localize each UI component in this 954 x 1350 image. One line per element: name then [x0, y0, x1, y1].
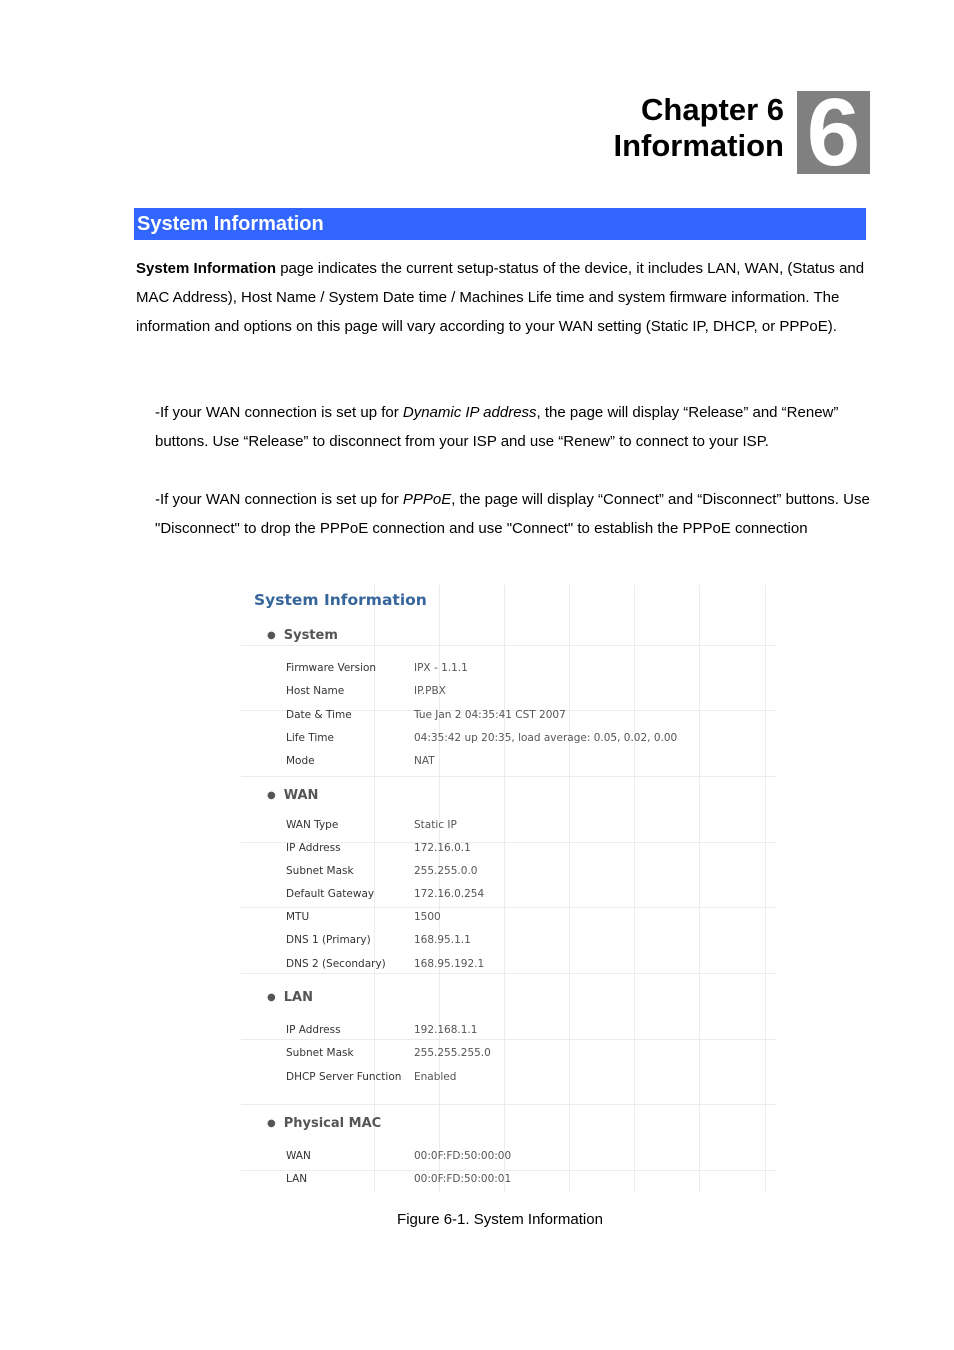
grid-line [241, 973, 776, 974]
bullet-text: -If your WAN connection is set up for [155, 404, 403, 421]
intro-bold: System Information [136, 260, 277, 277]
group-title: WAN [283, 788, 319, 803]
grid-line [241, 1039, 776, 1040]
group-title: System [283, 628, 338, 643]
grid-line [569, 585, 570, 1192]
intro-text: page indicates the current setup-status of the device, it includes LAN, WAN, (Status and MAC Address), Host Name / System Date time / Machines Life time and system firmware information. The information and options on this page will vary according to your WAN setting (Static IP, DHCP, or PPPoE). [136, 260, 865, 335]
group-physical-mac [267, 1116, 381, 1131]
grid-line [241, 1104, 776, 1105]
bullet-emphasis: PPPoE [402, 491, 452, 508]
info-row [286, 888, 485, 900]
group-system [267, 628, 338, 643]
row-label: Date & Time [286, 709, 352, 721]
grid-line [241, 645, 776, 646]
row-label: Host Name [286, 685, 345, 697]
row-label: IP Address [286, 842, 341, 854]
grid-line [634, 585, 635, 1192]
row-label: WAN Type [286, 819, 339, 831]
group-title: Physical MAC [283, 1116, 382, 1131]
figure-caption: Figure 6-1. System Information [397, 1211, 603, 1228]
bullet-text: -If your WAN connection is set up for [155, 491, 403, 508]
info-row [286, 755, 435, 767]
row-value: 168.95.192.1 [414, 958, 485, 970]
grid-line [765, 585, 766, 1192]
info-row [286, 1047, 491, 1059]
section-title: System Information [137, 213, 324, 235]
info-row [286, 865, 478, 877]
row-value: 00:0F:FD:50:00:01 [414, 1173, 512, 1185]
bullet-dot-icon: ● [267, 1118, 276, 1129]
bullet-emphasis: Dynamic IP address [402, 404, 537, 421]
bullet-dot-icon: ● [267, 992, 276, 1003]
bullet-dynamic-ip [155, 398, 875, 456]
chapter-number-badge: 6 [797, 91, 870, 174]
group-lan [267, 990, 313, 1005]
info-row [286, 1173, 512, 1185]
row-value: IPX - 1.1.1 [414, 662, 468, 674]
row-value: 04:35:42 up 20:35, load average: 0.05, 0.02, 0.00 [414, 732, 678, 744]
row-value: 168.95.1.1 [414, 934, 471, 946]
chapter-heading [614, 92, 785, 164]
chapter-label: Chapter 6 [641, 92, 784, 127]
bullet-text: , the page will display “Connect” and “Disconnect” buttons. Use "Disconnect" to drop the PPPoE connection and use "Connect" to establish the PPPoE connection [155, 491, 870, 537]
row-label: Subnet Mask [286, 865, 354, 877]
row-label: Subnet Mask [286, 1047, 354, 1059]
row-value: 1500 [414, 911, 441, 923]
row-label: MTU [286, 911, 310, 923]
row-value: IP.PBX [414, 685, 446, 697]
row-value: Static IP [414, 819, 457, 831]
grid-line [374, 585, 375, 1192]
row-label: Life Time [286, 732, 334, 744]
row-label: DNS 1 (Primary) [286, 934, 371, 946]
bullet-pppoe [155, 485, 875, 543]
system-information-screenshot [241, 585, 776, 1192]
bullet-dot-icon: ● [267, 790, 276, 801]
info-row [286, 685, 446, 697]
info-row [286, 842, 471, 854]
figure-title: System Information [254, 591, 427, 609]
intro-paragraph [136, 254, 872, 341]
row-label: WAN [286, 1150, 311, 1162]
info-row [286, 709, 566, 721]
bullet-text: , the page will display “Release” and “Renew” buttons. Use “Release” to disconnect from your ISP and use “Renew” to connect to your ISP. [155, 404, 839, 450]
grid-line [504, 585, 505, 1192]
grid-line [241, 776, 776, 777]
row-value: NAT [414, 755, 435, 767]
info-row [286, 1024, 478, 1036]
chapter-title: Information [613, 128, 784, 163]
row-value: Tue Jan 2 04:35:41 CST 2007 [414, 709, 566, 721]
row-label: Firmware Version [286, 662, 377, 674]
row-label: Default Gateway [286, 888, 375, 900]
row-value: 192.168.1.1 [414, 1024, 478, 1036]
row-label: DHCP Server Function [286, 1071, 402, 1083]
section-header-bar [134, 208, 866, 240]
info-row [286, 1150, 512, 1162]
bullet-dot-icon: ● [267, 630, 276, 641]
group-title: LAN [283, 990, 313, 1005]
row-value: 255.255.255.0 [414, 1047, 491, 1059]
row-value: Enabled [414, 1071, 457, 1083]
info-row [286, 958, 485, 970]
row-label: Mode [286, 755, 315, 767]
info-row [286, 732, 678, 744]
row-value: 255.255.0.0 [414, 865, 478, 877]
row-label: IP Address [286, 1024, 341, 1036]
info-row [286, 911, 441, 923]
row-label: LAN [286, 1173, 308, 1185]
row-value: 00:0F:FD:50:00:00 [414, 1150, 512, 1162]
info-row [286, 819, 457, 831]
grid-line [241, 907, 776, 908]
group-wan [267, 788, 318, 803]
info-row [286, 934, 471, 946]
info-row [286, 1071, 457, 1083]
info-row [286, 662, 468, 674]
grid-line [699, 585, 700, 1192]
row-value: 172.16.0.254 [414, 888, 485, 900]
row-value: 172.16.0.1 [414, 842, 471, 854]
grid-line [241, 1170, 776, 1171]
row-label: DNS 2 (Secondary) [286, 958, 386, 970]
